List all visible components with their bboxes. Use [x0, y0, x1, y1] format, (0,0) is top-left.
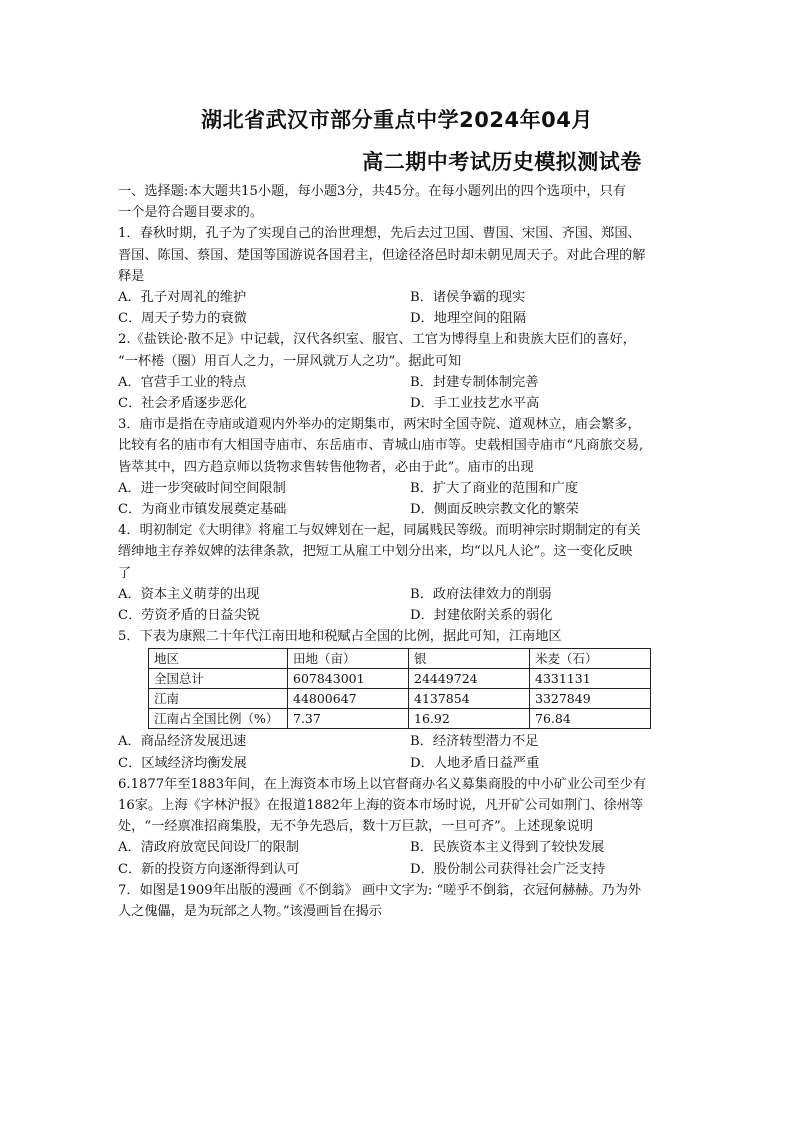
exam-title: 湖北省武汉市部分重点中学2024年04月: [201, 108, 593, 132]
table-cell: 4137854: [409, 689, 530, 709]
table-header-cell: 田地（亩）: [288, 649, 409, 669]
question-stem: 皆萃其中，四方趋京师以货物求售转售他物者，必由于此”。庙市的出现: [118, 459, 534, 475]
question-stem: 缙绅地主存养奴婢的法律条款，把短工从雇工中划分出来，均“以凡人论”。这一变化反映: [118, 544, 633, 560]
table-header-cell: 米麦（石）: [530, 649, 651, 669]
option-a: A．清政府放宽民间设厂的限制: [118, 840, 299, 856]
table-row: [149, 669, 651, 689]
option-d: D．侧面反映宗教文化的繁荣: [410, 502, 579, 518]
table-cell: 7.37: [288, 709, 409, 729]
option-c: C．新的投资方向逐渐得到认可: [118, 861, 300, 877]
question-stem: 5．下表为康熙二十年代江南田地和税赋占全国的比例，据此可知，江南地区: [118, 629, 562, 645]
option-b: B．政府法律效力的削弱: [410, 586, 552, 602]
option-a: A．商品经济发展迅速: [118, 734, 247, 750]
table-cell: 24449724: [409, 669, 530, 689]
question-stem: 6.1877年至1883年间，在上海资本市场上以官督商办名义募集商股的中小矿业公司至少有: [118, 776, 647, 792]
table-cell: 全国总计: [149, 669, 288, 689]
table-cell: 江南: [149, 689, 288, 709]
table-header-cell: 银: [409, 649, 530, 669]
option-d: D．地理空间的阻隔: [410, 311, 527, 327]
table-cell: 江南占全国比例（%）: [149, 709, 288, 729]
option-b: B．封建专制体制完善: [410, 374, 539, 390]
question-2: [118, 329, 684, 414]
question-5: [118, 626, 684, 774]
question-stem: 3．庙市是指在寺庙或道观内外举办的定期集市，两宋时全国寺院、道观林立，庙会繁多，: [118, 417, 641, 433]
question-6: [118, 774, 684, 880]
option-d: D．人地矛盾日益严重: [410, 755, 540, 771]
question-stem: 人之傀儡，是为玩部之人物。”该漫画旨在揭示: [118, 904, 382, 920]
table-row: [149, 709, 651, 729]
option-c: C．为商业市镇发展奠定基础: [118, 502, 287, 518]
exam-body: [118, 181, 684, 922]
option-d: D．股份制公司获得社会广泛支持: [410, 861, 606, 877]
question-stem: 了: [118, 565, 132, 581]
question-stem: “一杯棬（圈）用百人之力，一屏风就万人之功”。据此可知: [118, 353, 462, 369]
question-stem: 16家。上海《字林沪报》在报道1882年上海的资本市场时说，凡开矿公司如荆门、徐州等: [118, 798, 644, 814]
option-b: B．扩大了商业的范围和广度: [410, 480, 578, 496]
table-cell: 16.92: [409, 709, 530, 729]
question-3: [118, 414, 684, 520]
question-4: [118, 520, 684, 626]
question-stem: 4．明初制定《大明律》将雇工与奴婢划在一起，同属贱民等级。而明神宗时期制定的有关: [118, 523, 641, 539]
data-table: [148, 648, 651, 729]
table-header-cell: 地区: [149, 649, 288, 669]
exam-subtitle: 高二期中考试历史模拟测试卷: [362, 150, 642, 174]
question-stem: 处，“一经禀准招商集股，无不争先恐后，数十万巨款，一旦可齐”。上述现象说明: [118, 819, 594, 835]
option-a: A．孔子对周礼的维护: [118, 290, 247, 306]
option-d: D．手工业技艺水平高: [410, 396, 540, 412]
option-a: A．官营手工业的特点: [118, 374, 247, 390]
table-cell: 44800647: [288, 689, 409, 709]
option-d: D．封建依附关系的弱化: [410, 608, 553, 624]
option-c: C．周天子势力的衰微: [118, 311, 247, 327]
option-c: C．社会矛盾逐步恶化: [118, 396, 247, 412]
option-a: A．进一步突破时间空间限制: [118, 480, 286, 496]
question-stem: 比较有名的庙市有大相国寺庙市、东岳庙市、青城山庙市等。史载相国寺庙市“凡商旅交易,: [118, 438, 644, 454]
question-7: [118, 880, 684, 922]
table-cell: 607843001: [288, 669, 409, 689]
table-cell: 4331131: [530, 669, 651, 689]
table-cell: 76.84: [530, 709, 651, 729]
option-c: C．区域经济均衡发展: [118, 755, 247, 771]
option-c: C．劳资矛盾的日益尖锐: [118, 608, 260, 624]
table-cell: 3327849: [530, 689, 651, 709]
option-b: B．诸侯争霸的现实: [410, 290, 526, 306]
question-1: [118, 223, 684, 329]
section-instructions: 一、选择题:本大题共15小题，每小题3分，共45分。在每小题列出的四个选项中，只有: [118, 184, 626, 199]
option-b: B．经济转型潜力不足: [410, 734, 539, 750]
option-b: B．民族资本主义得到了较快发展: [410, 840, 605, 856]
question-stem: 1．春秋时期，孔子为了实现自己的治世理想，先后去过卫国、曹国、宋国、齐国、郑国、: [118, 226, 641, 242]
question-stem: 释是: [118, 268, 145, 284]
table-row: [149, 689, 651, 709]
question-stem: 2.《盐铁论·散不足》中记载，汉代各织室、服官、工官为博得皇上和贵族大臣们的喜好，: [118, 332, 636, 348]
option-a: A．资本主义萌芽的出现: [118, 586, 260, 602]
section-instructions: 一个是符合题目要求的。: [118, 205, 264, 221]
question-stem: 7．如图是1909年出版的漫画《不倒翁》 画中文字为: “嗟乎不倒翁，衣冠何赫赫。乃为外: [118, 882, 642, 898]
table-header-row: [149, 649, 651, 669]
question-stem: 晋国、陈国、蔡国、楚国等国游说各国君主，但途径洛邑时却未朝见周天子。对此合理的解: [118, 247, 646, 263]
